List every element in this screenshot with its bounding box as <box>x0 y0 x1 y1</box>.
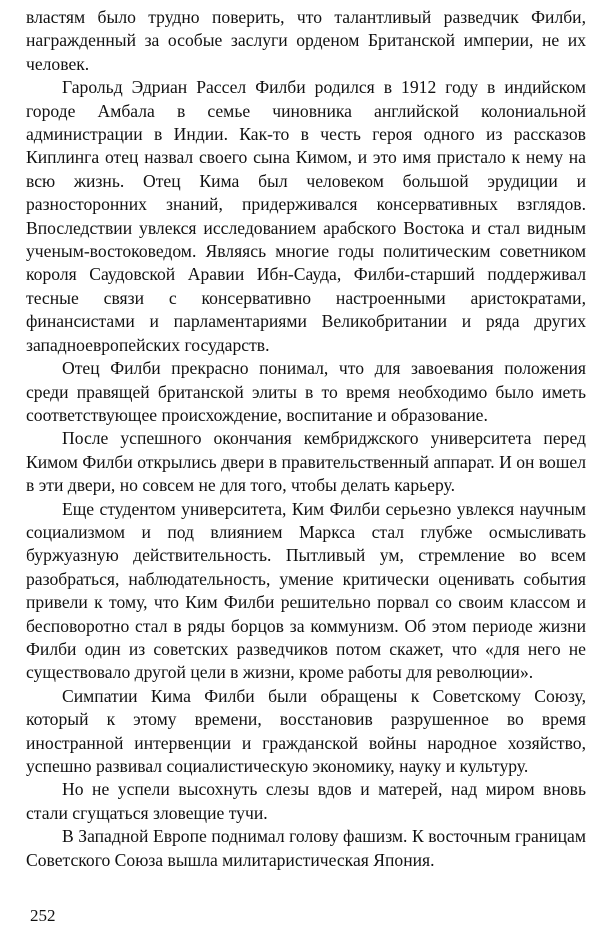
page-number: 252 <box>30 906 56 925</box>
paragraph-7: Но не успели высохнуть слезы вдов и матерей, над миром вновь стали сгущаться зловещие тучи. <box>26 779 586 823</box>
paragraph-3: Отец Филби прекрасно понимал, что для завоевания положения среди правящей британской элиты в то время необходимо было иметь соответствующее происхождение, воспитание и образование. <box>26 358 586 425</box>
paragraph-6: Симпатии Кима Филби были обращены к Советскому Союзу, который к этому времени, восстановив разрушенное во время иностранной интервенции и гражданской войны народное хозяйство, успешно развивал социалистическую экономику, науку и культуру. <box>26 685 586 776</box>
paragraph-5: Еще студентом университета, Ким Филби серьезно увлекся научным социализмом и под влиянием Маркса стал глубже осмысливать буржуазную действительность. Пытливый ум, стремление во всем разобраться, наблюдательность, умение критически оценивать события привели к тому, что Ким Филби решительно порвал со своим классом и бесповоротно стал в ряды борцов за коммунизм. Об этом периоде жизни Филби один из советских разведчиков потом скажет, что «для него не существовало другой цели в жизни, кроме работы для революции». <box>26 498 586 683</box>
paragraph-4: После успешного окончания кембриджского университета перед Кимом Филби открылись двери в правительственный аппарат. И он вошел в эти двери, но совсем не для того, чтобы делать карьеру. <box>26 428 586 496</box>
paragraph-1: властям было трудно поверить, что талантливый разведчик Филби, награжденный за особые заслуги орденом Британской империи, не их человек. <box>26 7 586 74</box>
page-body <box>26 6 586 872</box>
paragraph-8: В Западной Европе поднимал голову фашизм. К восточным границам Советского Союза вышла милитаристическая Япония. <box>26 826 586 870</box>
paragraph-2: Гарольд Эдриан Рассел Филби родился в 1912 году в индийском городе Амбала в семье чиновника английской колониальной администрации в Индии. Как-то в честь героя одного из рассказов Киплинга отец назвал своего сына Кимом, и это имя пристало к нему на всю жизнь. Отец Кима был человеком большой эрудиции и разносторонних знаний, придерживался консервативных взглядов. Впоследствии увлекся исследованием арабского Востока и стал видным ученым-востоковедом. Являясь многие годы политическим советником короля Саудовской Аравии Ибн-Сауда, Филби-старший поддерживал тесные связи с консервативно настроенными аристократами, финансистами и парламентариями Великобритании и ряда других западноевропейских государств. <box>26 77 586 355</box>
